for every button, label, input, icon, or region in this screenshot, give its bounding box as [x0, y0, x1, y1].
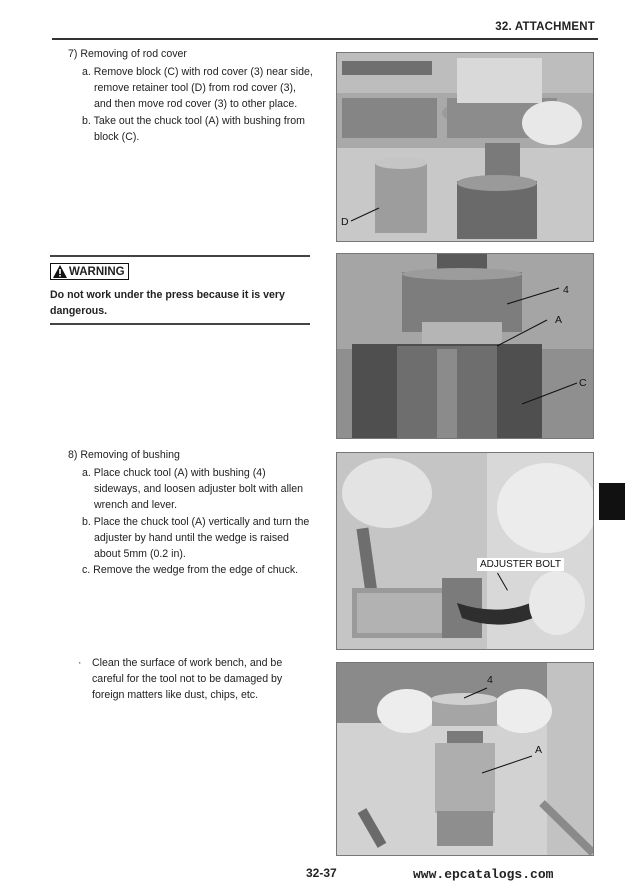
chapter-side-tab: [599, 483, 625, 520]
photo4-label-a: A: [535, 744, 543, 756]
photo1-label-d: D: [341, 216, 349, 228]
step8-item-b: [82, 514, 309, 562]
step8-item-a: [82, 465, 303, 513]
warning-triangle-icon: [53, 265, 67, 278]
photo4-label-4: 4: [487, 674, 493, 686]
header-rule: [52, 38, 598, 40]
warning-badge: [50, 263, 129, 280]
step7-item-b-line: block (C).: [94, 131, 140, 143]
warning-text: [50, 287, 285, 319]
warning-badge-label: WARNING: [69, 265, 125, 278]
step8-item-c: c. Remove the wedge from the edge of chuck.: [82, 564, 299, 576]
step7-heading: 7) Removing of rod cover: [68, 48, 187, 60]
photo-cleaning-tool: [336, 662, 594, 856]
photo-adjuster-bolt: [336, 452, 594, 650]
photo-press-chuck: [336, 253, 594, 439]
note-text-line: careful for the tool not to be damaged by: [92, 673, 283, 685]
step8-item-a-line: a. Place chuck tool (A) with bushing (4): [82, 467, 266, 479]
step8-item-a-line: sideways, and loosen adjuster bolt with allen: [94, 483, 304, 495]
note-text: [92, 655, 282, 703]
step7-item-a-line: a. Remove block (C) with rod cover (3) near side,: [82, 66, 313, 78]
page-number: 32-37: [306, 866, 337, 880]
step8-item-b-line: b. Place the chuck tool (A) vertically and turn the: [82, 516, 310, 528]
note-text-line: foreign matters like dust, chips, etc.: [92, 689, 259, 701]
photo2-label-4: 4: [563, 284, 569, 296]
step7-item-a-line: and then move rod cover (3) to other place.: [94, 98, 298, 110]
step8-item-b-line: about 5mm (0.2 in).: [94, 548, 186, 560]
warning-text-line: Do not work under the press because it is very: [50, 289, 285, 301]
note-text-line: Clean the surface of work bench, and be: [92, 657, 283, 669]
step8-item-b-line: adjuster by hand until the wedge is raised: [94, 532, 289, 544]
warning-top-rule: [50, 255, 310, 257]
warning-bottom-rule: [50, 323, 310, 325]
photo2-label-a: A: [555, 314, 563, 326]
watermark-url: www.epcatalogs.com: [413, 867, 554, 882]
step8-heading: 8) Removing of bushing: [68, 449, 180, 461]
section-title: 32. ATTACHMENT: [495, 21, 595, 33]
photo-rod-cover-removal: [336, 52, 594, 242]
step7-item-a-line: remove retainer tool (D) from rod cover (3),: [94, 82, 296, 94]
step7-item-a: [82, 64, 313, 112]
photo3-label-adjuster-bolt: ADJUSTER BOLT: [477, 558, 564, 571]
photo2-label-c: C: [579, 377, 587, 389]
step7-item-b: [82, 113, 305, 145]
warning-text-line: dangerous.: [50, 305, 108, 317]
step7-item-b-line: b. Take out the chuck tool (A) with bushing from: [82, 115, 305, 127]
note-bullet: ·: [78, 657, 82, 669]
step8-item-a-line: wrench and lever.: [94, 499, 178, 511]
